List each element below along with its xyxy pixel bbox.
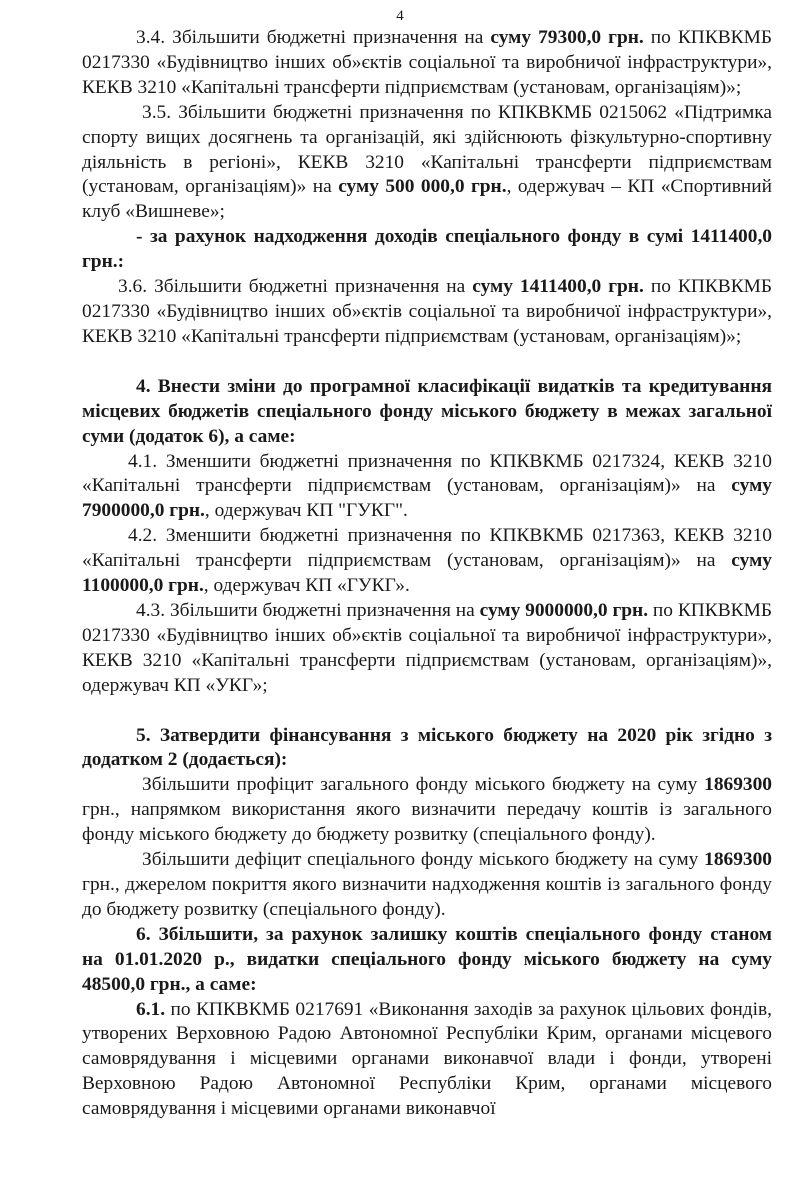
- text-run: 4.1. Зменшити бюджетні призначення по КПКВКМБ 0217324, КЕКВ 3210 «Капітальні трансферти підприємствам (установам, організаціям)» на: [82, 450, 772, 497]
- paragraph: [82, 773, 772, 848]
- text-run: Збільшити профіцит загального фонду міського бюджету на суму: [142, 774, 705, 796]
- text-run: , одержувач – КП «Спортивний клуб «Вишневе»;: [82, 176, 773, 223]
- paragraph: [82, 375, 772, 450]
- bold-text: суму 9000000,0 грн.: [479, 599, 649, 621]
- bold-text: суму 79300,0 грн.: [490, 27, 644, 48]
- document-body: [82, 26, 772, 1122]
- paragraph: [82, 275, 772, 350]
- text-run: по КПКВКМБ 0217330 «Будівництво інших об»єктів соціальної та виробничої інфраструктури», КЕКВ 3210 «Капітальні трансферти підприємствам (установам, організаціям)», одержувач КП «УКГ»;: [82, 599, 772, 696]
- bold-text: 5. Затвердити фінансування з міського бюджету на 2020 рік згідно з додатком 2 (додається):: [82, 724, 772, 771]
- paragraph: [82, 450, 772, 525]
- paragraph: [82, 524, 772, 599]
- paragraph: [82, 848, 772, 923]
- text-run: 3.5. Збільшити бюджетні призначення по КПКВКМБ 0215062 «Підтримка спорту вищих досягнень та організацій, які здійснюють фізкультурно-спортивну діяльність в регіоні», КЕКВ 3210 «Капітальні трансферти підприємствам (установам, організаціям)» на: [82, 101, 772, 198]
- bold-text: 1869300: [704, 774, 772, 796]
- bold-text: суму 500 000,0 грн.: [338, 176, 507, 198]
- text-run: Збільшити дефіцит спеціального фонду міського бюджету на суму: [142, 849, 705, 871]
- bold-text: суму 1411400,0 грн.: [472, 276, 644, 298]
- bold-text: 6.1.: [136, 998, 166, 1020]
- paragraph: [82, 599, 772, 699]
- bold-text: суму 1100000,0 грн.: [82, 550, 772, 597]
- bold-text: суму 7900000,0 грн.: [82, 475, 772, 522]
- text-run: 3.6. Збільшити бюджетні призначення на: [118, 276, 473, 298]
- page-number: 4: [396, 8, 404, 24]
- text-run: 4.2. Зменшити бюджетні призначення по КПКВКМБ 0217363, КЕКВ 3210 «Капітальні трансферти підприємствам (установам, організаціям)» на: [82, 525, 772, 572]
- bold-text: 6. Збільшити, за рахунок залишку коштів спеціального фонду станом на 01.01.2020 р., видатки спеціального фонду міського бюджету на суму 48500,0 грн., а саме:: [82, 923, 772, 995]
- paragraph: [82, 101, 772, 226]
- text-run: по КПКВКМБ 0217330 «Будівництво інших об»єктів соціальної та виробничої інфраструктури», КЕКВ 3210 «Капітальні трансферти підприємствам (установам, організаціям)»;: [82, 27, 772, 98]
- text-run: 3.4. Збільшити бюджетні призначення на: [136, 27, 491, 48]
- bold-text: 1869300: [704, 849, 772, 871]
- paragraph-gap: [82, 350, 772, 375]
- paragraph: [82, 998, 772, 1123]
- paragraph: [82, 26, 772, 101]
- text-run: 4.3. Збільшити бюджетні призначення на: [136, 599, 480, 621]
- text-run: грн., напрямком використання якого визначити передачу коштів із загального фонду міського бюджету до бюджету розвитку (спеціального фонду).: [82, 799, 772, 846]
- text-run: грн., джерелом покриття якого визначити надходження коштів із загального фонду до бюджету розвитку (спеціального фонду).: [82, 874, 772, 920]
- paragraph: [82, 724, 772, 774]
- bold-text: 4. Внести зміни до програмної класифікації видатків та кредитування місцевих бюджетів спеціального фонду міського бюджету в межах загальної суми (додаток 6), а саме:: [82, 375, 772, 447]
- text-run: , одержувач КП "ГУКГ".: [204, 500, 408, 522]
- paragraph-gap: [82, 699, 772, 724]
- text-run: по КПКВКМБ 0217330 «Будівництво інших об»єктів соціальної та виробничої інфраструктури», КЕКВ 3210 «Капітальні трансферти підприємствам (установам, організаціям)»;: [82, 276, 772, 347]
- paragraph: [82, 225, 772, 275]
- bold-text: - за рахунок надходження доходів спеціального фонду в сумі 1411400,0 грн.:: [82, 226, 772, 273]
- text-run: по КПКВКМБ 0217691 «Виконання заходів за рахунок цільових фондів, утворених Верховною Радою Автономної Республіки Крим, органами місцевого самоврядування і місцевими органами виконавчої влади і фонди, утворені Верховною Радою Автономної Республіки Крим, органами місцевого самоврядування і місцевими органами виконавчої: [82, 998, 772, 1120]
- text-run: , одержувач КП «ГУКГ».: [203, 575, 410, 597]
- paragraph: [82, 923, 772, 998]
